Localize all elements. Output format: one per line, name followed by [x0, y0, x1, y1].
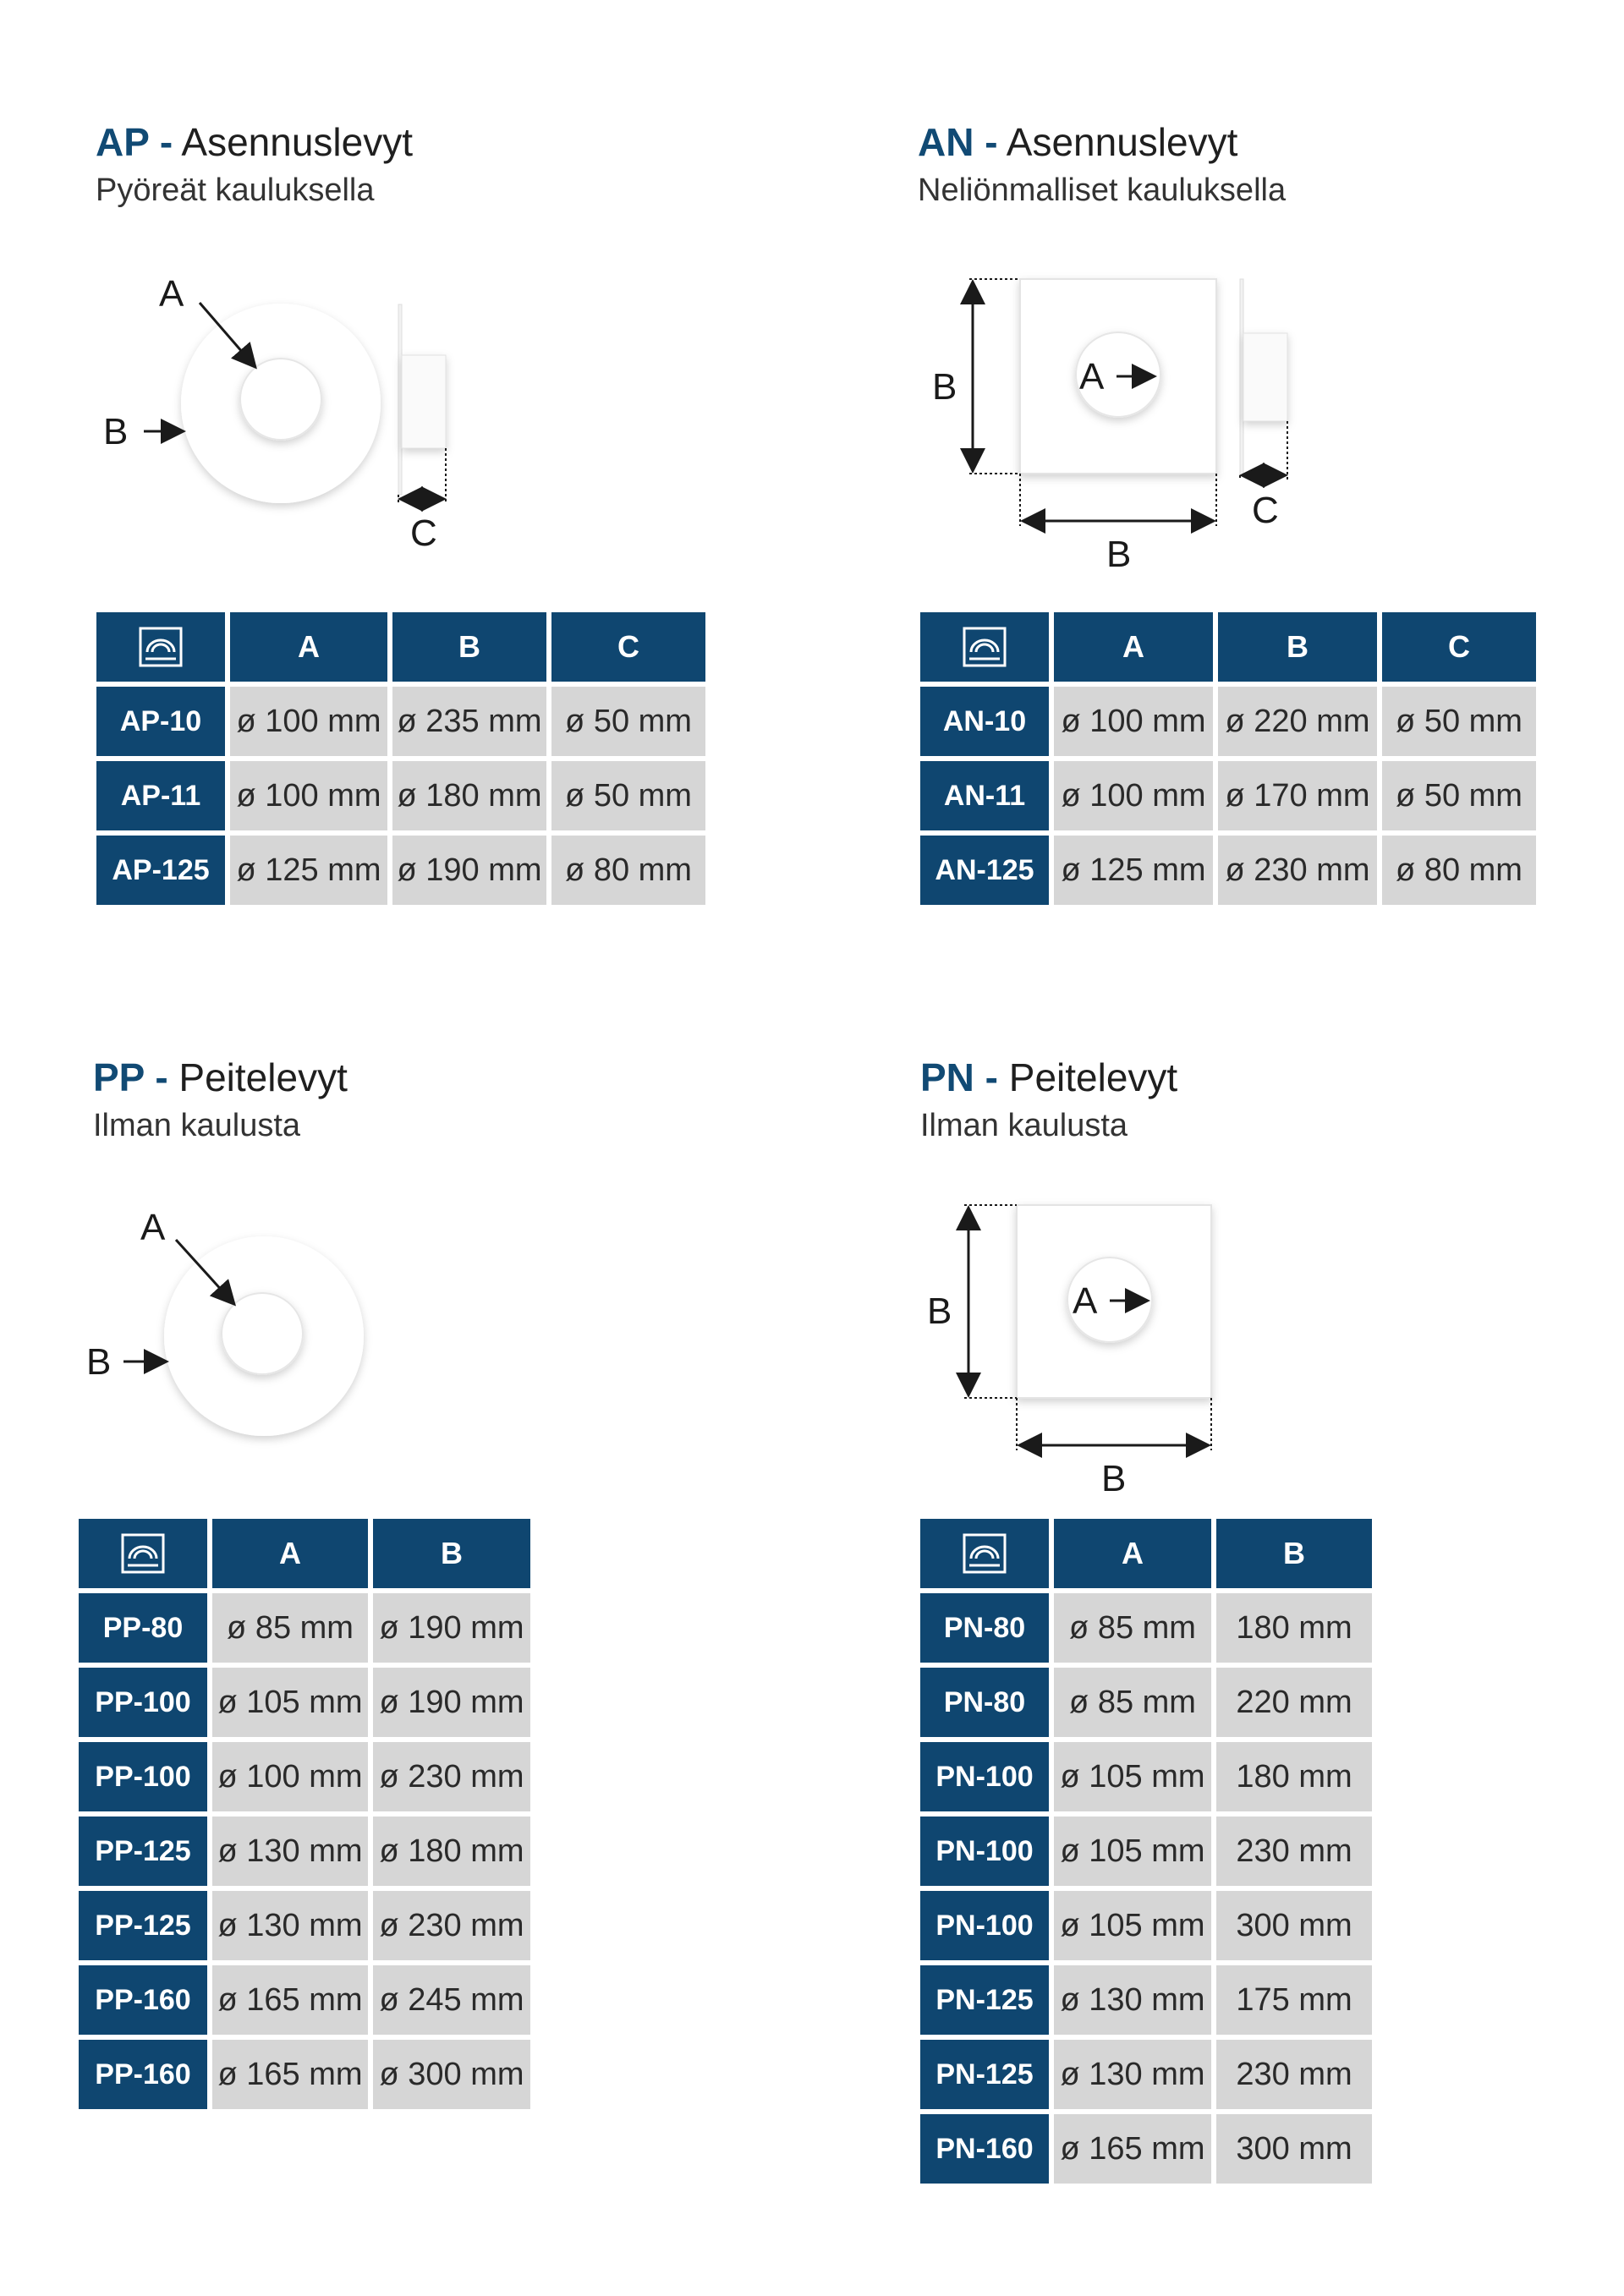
an-label-a: A — [1079, 356, 1105, 397]
an-side-collar — [1243, 333, 1287, 421]
ap-title-name: Asennuslevyt — [181, 120, 414, 164]
table-row — [920, 2114, 1372, 2184]
brand-logo-icon — [121, 1533, 165, 1574]
ap-side-collar — [402, 355, 446, 448]
table-row — [920, 836, 1536, 905]
pn-row-code: PN-80 — [920, 1668, 1049, 1737]
pp-row-a: ø 85 mm — [212, 1593, 368, 1663]
pn-title-name: Peitelevyt — [1008, 1055, 1178, 1099]
pn-row-a: ø 130 mm — [1054, 1965, 1211, 2035]
pn-row-code: PN-125 — [920, 1965, 1049, 2035]
an-row-c: ø 80 mm — [1382, 836, 1536, 905]
pp-row-b: ø 190 mm — [373, 1593, 530, 1663]
pn-table — [915, 1514, 1377, 2189]
ap-table-header — [96, 612, 705, 682]
brand-logo-icon — [139, 627, 183, 667]
an-row-a: ø 100 mm — [1054, 761, 1213, 830]
ap-title-code: AP - — [96, 120, 173, 164]
an-label-b-bottom: B — [1106, 534, 1132, 575]
pp-row-b: ø 300 mm — [373, 2040, 530, 2109]
an-row-b: ø 230 mm — [1218, 836, 1377, 905]
pp-title-name: Peitelevyt — [178, 1055, 348, 1099]
table-row — [79, 1668, 530, 1737]
an-row-c: ø 50 mm — [1382, 687, 1536, 756]
table-row — [79, 1965, 530, 2035]
ap-row-a: ø 125 mm — [230, 836, 387, 905]
brand-logo-icon — [963, 1533, 1007, 1574]
ap-diagram-svg — [85, 254, 474, 575]
an-logo-cell — [920, 612, 1049, 682]
pp-row-a: ø 165 mm — [212, 1965, 368, 2035]
table-row — [920, 1891, 1372, 1960]
pp-title-code: PP - — [93, 1055, 168, 1099]
pn-row-code: PN-100 — [920, 1817, 1049, 1886]
ap-ring-hole — [240, 359, 321, 440]
pn-row-code: PN-80 — [920, 1593, 1049, 1663]
an-header-b: B — [1218, 612, 1377, 682]
an-row-code: AN-11 — [920, 761, 1049, 830]
pn-row-a: ø 105 mm — [1054, 1817, 1211, 1886]
ap-label-c: C — [410, 512, 437, 554]
pp-row-b: ø 190 mm — [373, 1668, 530, 1737]
pp-table — [74, 1514, 535, 2114]
table-row — [920, 1817, 1372, 1886]
pp-row-a: ø 165 mm — [212, 2040, 368, 2109]
ap-header-a: A — [230, 612, 387, 682]
pp-row-b: ø 230 mm — [373, 1742, 530, 1811]
pp-row-a: ø 130 mm — [212, 1891, 368, 1960]
pn-row-a: ø 105 mm — [1054, 1742, 1211, 1811]
table-row — [96, 761, 705, 830]
pn-row-b: 175 mm — [1216, 1965, 1372, 2035]
pn-row-b: 230 mm — [1216, 2040, 1372, 2109]
ap-diagram — [85, 254, 474, 575]
ap-row-b: ø 235 mm — [392, 687, 546, 756]
pp-diagram-svg — [76, 1192, 381, 1463]
pp-header-a: A — [212, 1519, 368, 1588]
ap-heading — [96, 118, 413, 210]
pn-heading — [920, 1054, 1177, 1145]
table-row — [79, 1817, 530, 1886]
pp-row-code: PP-160 — [79, 1965, 207, 2035]
an-table — [915, 607, 1541, 910]
table-row — [79, 1593, 530, 1663]
an-row-b: ø 220 mm — [1218, 687, 1377, 756]
pp-label-b: B — [86, 1341, 112, 1383]
ap-row-c: ø 80 mm — [551, 836, 705, 905]
ap-row-code: AP-11 — [96, 761, 225, 830]
table-row — [79, 1891, 530, 1960]
an-header-c: C — [1382, 612, 1536, 682]
pp-row-code: PP-160 — [79, 2040, 207, 2109]
pp-header-b: B — [373, 1519, 530, 1588]
an-title — [918, 118, 1286, 166]
pp-row-code: PP-100 — [79, 1742, 207, 1811]
table-row — [96, 687, 705, 756]
pn-row-b: 300 mm — [1216, 1891, 1372, 1960]
pn-row-a: ø 130 mm — [1054, 2040, 1211, 2109]
pn-label-b-bottom: B — [1101, 1458, 1127, 1499]
an-title-name: Asennuslevyt — [1006, 120, 1238, 164]
pn-subtitle: Ilman kaulusta — [920, 1108, 1128, 1143]
table-row — [920, 761, 1536, 830]
pn-row-b: 220 mm — [1216, 1668, 1372, 1737]
an-row-b: ø 170 mm — [1218, 761, 1377, 830]
ap-row-b: ø 190 mm — [392, 836, 546, 905]
table-row — [920, 1593, 1372, 1663]
pp-ring-hole — [222, 1293, 303, 1374]
table-row — [920, 1668, 1372, 1737]
pp-row-code: PP-125 — [79, 1891, 207, 1960]
an-row-a: ø 125 mm — [1054, 836, 1213, 905]
brand-logo-icon — [963, 627, 1007, 667]
pn-title — [920, 1054, 1177, 1101]
pn-title-code: PN - — [920, 1055, 998, 1099]
pn-row-code: PN-100 — [920, 1891, 1049, 1960]
ap-subtitle: Pyöreät kauluksella — [96, 173, 375, 208]
pp-table-header — [79, 1519, 530, 1588]
an-table-header — [920, 612, 1536, 682]
an-row-a: ø 100 mm — [1054, 687, 1213, 756]
pn-row-code: PN-160 — [920, 2114, 1049, 2184]
table-row — [79, 2040, 530, 2109]
pp-row-code: PP-80 — [79, 1593, 207, 1663]
an-header-a: A — [1054, 612, 1213, 682]
table-row — [79, 1742, 530, 1811]
an-diagram-svg — [922, 254, 1328, 592]
table-row — [920, 1965, 1372, 2035]
pp-row-b: ø 230 mm — [373, 1891, 530, 1960]
pn-row-b: 300 mm — [1216, 2114, 1372, 2184]
pp-row-code: PP-100 — [79, 1668, 207, 1737]
pn-label-b-side: B — [927, 1290, 952, 1332]
ap-row-a: ø 100 mm — [230, 687, 387, 756]
an-subtitle: Neliönmalliset kauluksella — [918, 173, 1287, 208]
an-row-code: AN-10 — [920, 687, 1049, 756]
an-row-code: AN-125 — [920, 836, 1049, 905]
pn-row-b: 180 mm — [1216, 1593, 1372, 1663]
pp-subtitle: Ilman kaulusta — [93, 1108, 301, 1143]
pn-row-code: PN-100 — [920, 1742, 1049, 1811]
pp-diagram — [76, 1192, 381, 1463]
pn-label-a: A — [1073, 1280, 1098, 1322]
pn-row-a: ø 105 mm — [1054, 1891, 1211, 1960]
pp-row-code: PP-125 — [79, 1817, 207, 1886]
table-row — [96, 836, 705, 905]
ap-row-c: ø 50 mm — [551, 761, 705, 830]
table-row — [920, 1742, 1372, 1811]
an-side-plate — [1240, 279, 1243, 475]
ap-label-b: B — [103, 411, 129, 452]
ap-label-a: A — [159, 273, 184, 315]
ap-row-code: AP-10 — [96, 687, 225, 756]
pn-row-b: 230 mm — [1216, 1817, 1372, 1886]
pn-header-b: B — [1216, 1519, 1372, 1588]
an-label-b-side: B — [932, 366, 957, 408]
pp-row-a: ø 130 mm — [212, 1817, 368, 1886]
pp-row-b: ø 245 mm — [373, 1965, 530, 2035]
an-heading — [918, 118, 1286, 210]
ap-logo-cell — [96, 612, 225, 682]
pn-header-a: A — [1054, 1519, 1211, 1588]
ap-title — [96, 118, 413, 166]
pn-table-header — [920, 1519, 1372, 1588]
pp-title — [93, 1054, 348, 1101]
an-label-c: C — [1252, 490, 1279, 531]
pp-row-b: ø 180 mm — [373, 1817, 530, 1886]
pn-logo-cell — [920, 1519, 1049, 1588]
pn-diagram — [922, 1180, 1260, 1501]
ap-side-plate — [398, 304, 402, 495]
an-row-c: ø 50 mm — [1382, 761, 1536, 830]
ap-row-a: ø 100 mm — [230, 761, 387, 830]
ap-header-c: C — [551, 612, 705, 682]
pn-row-code: PN-125 — [920, 2040, 1049, 2109]
ap-table — [91, 607, 710, 910]
pp-logo-cell — [79, 1519, 207, 1588]
an-diagram — [922, 254, 1328, 592]
pn-row-a: ø 165 mm — [1054, 2114, 1211, 2184]
ap-row-code: AP-125 — [96, 836, 225, 905]
pp-row-a: ø 105 mm — [212, 1668, 368, 1737]
pn-row-a: ø 85 mm — [1054, 1593, 1211, 1663]
ap-row-b: ø 180 mm — [392, 761, 546, 830]
pp-row-a: ø 100 mm — [212, 1742, 368, 1811]
an-title-code: AN - — [918, 120, 998, 164]
table-row — [920, 2040, 1372, 2109]
pn-row-a: ø 85 mm — [1054, 1668, 1211, 1737]
pp-heading — [93, 1054, 348, 1145]
ap-row-c: ø 50 mm — [551, 687, 705, 756]
ap-header-b: B — [392, 612, 546, 682]
pn-diagram-svg — [922, 1180, 1260, 1501]
pp-label-a: A — [140, 1207, 166, 1248]
pn-row-b: 180 mm — [1216, 1742, 1372, 1811]
table-row — [920, 687, 1536, 756]
